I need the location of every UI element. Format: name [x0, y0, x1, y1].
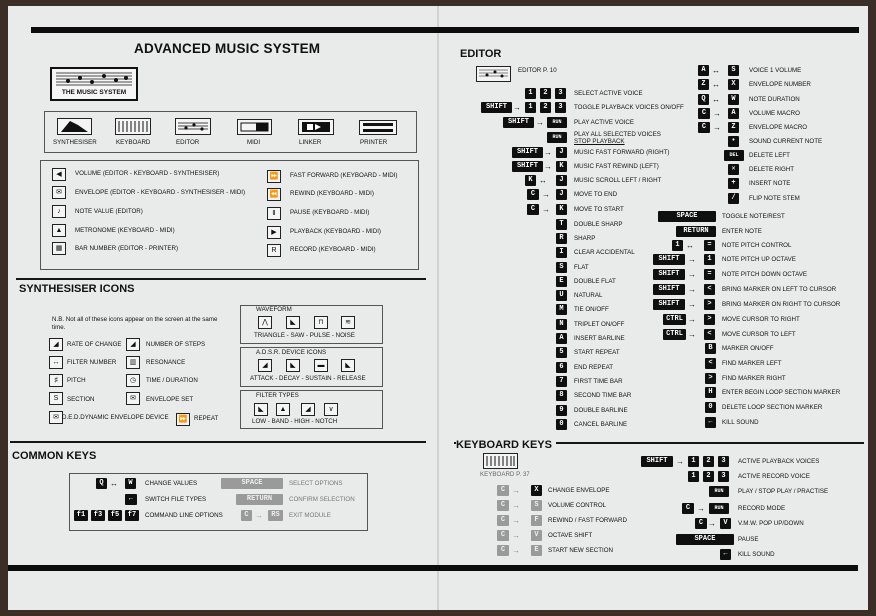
left-arrow-key[interactable]: ← [720, 549, 731, 560]
bottom-rule [8, 565, 858, 571]
arrow-icon: → [544, 162, 552, 171]
editor-right-desc: SOUND CURRENT NOTE [749, 138, 823, 145]
arrow-icon: → [512, 516, 520, 525]
commodore-key[interactable]: C [698, 108, 710, 119]
synthesiser-module-icon[interactable] [57, 118, 92, 135]
key-s[interactable]: S [728, 65, 739, 76]
synth-desc: FILTER NUMBER [67, 359, 117, 366]
ctrl-key[interactable]: CTRL [663, 329, 686, 340]
f5-key[interactable]: f5 [108, 510, 122, 521]
left-arrow-key[interactable]: ← [705, 417, 716, 428]
key-j[interactable]: J [556, 189, 567, 200]
filter-title: FILTER TYPES [256, 392, 299, 399]
kb-desc: CHANGE ENVELOPE [548, 487, 610, 494]
key-q[interactable]: Q [698, 94, 709, 105]
commodore-key[interactable]: C [527, 189, 539, 200]
common-desc: CONFIRM SELECTION [289, 496, 355, 503]
editor-ref: EDITOR P. 10 [518, 67, 557, 74]
linker-module-icon[interactable] [298, 119, 334, 135]
key-x-alt[interactable]: ✕ [728, 164, 739, 175]
key-a[interactable]: A [556, 333, 567, 344]
commodore-key[interactable]: C [497, 530, 509, 541]
kb-right-desc: ACTIVE RECORD VOICE [738, 473, 810, 480]
editor-desc: SECOND TIME BAR [574, 392, 632, 399]
editor-right-desc: ENTER NOTE [722, 228, 762, 235]
return-key[interactable]: RETURN [236, 494, 283, 505]
high-filter-icon: ◢ [301, 403, 315, 416]
key-k[interactable]: K [556, 204, 567, 215]
editor-right-desc: ENVELOPE MACRO [749, 124, 808, 131]
editor-right-desc: MOVE CURSOR TO LEFT [722, 331, 796, 338]
arrow-icon: ↔ [712, 80, 720, 89]
editor-right-desc: INSERT NOTE [749, 180, 791, 187]
common-desc: COMMAND LINE OPTIONS [145, 512, 223, 519]
editor-desc: STOP PLAYBACK [574, 138, 625, 145]
arrow-icon: → [542, 190, 550, 199]
resonance-icon: ▥ [126, 356, 140, 369]
top-rule [31, 27, 859, 33]
commodore-key[interactable]: C [497, 500, 509, 511]
module-label: MIDI [247, 139, 261, 146]
key-k[interactable]: K [556, 161, 567, 172]
key-n[interactable]: N [556, 319, 567, 330]
bar-number-icon: ▦ [52, 242, 66, 255]
band-filter-icon: ▲ [276, 403, 290, 416]
f7-key[interactable]: f7 [125, 510, 139, 521]
editor-right-desc: NOTE PITCH CONTROL [722, 242, 792, 249]
adsr-title: A.D.S.R. DEVICE ICONS [256, 349, 327, 356]
editor-title: EDITOR [460, 48, 502, 60]
module-label: LINKER [299, 139, 322, 146]
run-stop-key[interactable]: RS [268, 510, 283, 521]
arrow-icon: ↔ [712, 95, 720, 104]
editor-desc: TIE ON/OFF [574, 306, 609, 313]
key-e[interactable]: E [531, 545, 542, 556]
section-rule [10, 441, 426, 443]
arrow-icon: → [688, 255, 696, 264]
arrow-icon: → [688, 270, 696, 279]
key-3[interactable]: 3 [718, 471, 729, 482]
editor-right-desc: MOVE CURSOR TO RIGHT [722, 316, 800, 323]
key-a[interactable]: A [698, 65, 709, 76]
key-lt[interactable]: < [705, 358, 716, 369]
key-v[interactable]: V [720, 518, 731, 529]
arrow-icon: ↔ [686, 241, 694, 250]
editor-desc: START REPEAT [574, 349, 620, 356]
key-slash[interactable]: / [728, 193, 739, 204]
arrow-icon: → [708, 519, 716, 528]
key-j[interactable]: J [556, 147, 567, 158]
kb-desc: VOLUME CONTROL [548, 502, 607, 509]
icon-desc: ENVELOPE (EDITOR - KEYBOARD - SYNTHESISER - MIDI) [75, 189, 246, 196]
section-rule [16, 278, 426, 280]
icon-desc: REWIND (KEYBOARD - MIDI) [290, 190, 374, 197]
editor-right-desc: BRING MARKER ON LEFT TO CURSOR [722, 286, 837, 293]
commodore-key[interactable]: C [695, 518, 707, 529]
notch-filter-icon: ∨ [324, 403, 338, 416]
editor-right-desc: VOICE 1 VOLUME [749, 67, 802, 74]
arrow-icon: → [542, 205, 550, 214]
editor-right-desc: TOGGLE NOTE/REST [722, 213, 785, 220]
commodore-key[interactable]: C [698, 122, 710, 133]
key-equals[interactable]: = [704, 240, 715, 251]
shift-key[interactable]: SHIFT [653, 269, 685, 280]
synth-desc: ENVELOPE SET [146, 396, 194, 403]
pitch-icon: ♯ [49, 374, 63, 387]
arrow-icon: → [697, 504, 705, 513]
run-stop-key[interactable]: RUN [709, 503, 729, 514]
key-2[interactable]: 2 [703, 471, 714, 482]
key-u[interactable]: U [556, 290, 567, 301]
common-desc: SWITCH FILE TYPES [145, 496, 207, 503]
synth-section-title: SYNTHESISER ICONS [19, 283, 135, 295]
run-stop-key[interactable]: RUN [547, 117, 567, 128]
filter-sub: LOW - BAND - HIGH - NOTCH [252, 418, 338, 425]
icon-desc: PLAYBACK (KEYBOARD - MIDI) [290, 228, 381, 235]
key-x[interactable]: X [531, 485, 542, 496]
keyboard-module-icon[interactable] [115, 118, 151, 135]
editor-desc: TRIPLET ON/OFF [574, 321, 625, 328]
decay-icon: ◣ [286, 359, 300, 372]
ded-icon: ✉ [49, 411, 63, 424]
synth-desc: RESONANCE [146, 359, 186, 366]
key-f[interactable]: F [531, 515, 542, 526]
shift-key[interactable]: SHIFT [653, 254, 685, 265]
commodore-key[interactable]: C [497, 545, 509, 556]
space-key[interactable]: SPACE [676, 534, 734, 545]
editor-desc: MUSIC SCROLL LEFT / RIGHT [574, 177, 662, 184]
editor-right-desc: BRING MARKER ON RIGHT TO CURSOR [722, 301, 841, 308]
editor-desc: PLAY ALL SELECTED VOICES [574, 131, 661, 138]
editor-right-desc: KILL SOUND [722, 419, 759, 426]
key-b[interactable]: B [705, 343, 716, 354]
editor-desc: FLAT [574, 264, 589, 271]
editor-desc: DOUBLE BARLINE [574, 407, 628, 414]
shift-key[interactable]: SHIFT [481, 102, 512, 113]
editor-desc: MOVE TO START [574, 206, 624, 213]
icon-desc: NOTE VALUE (EDITOR) [75, 208, 143, 215]
key-gt[interactable]: > [704, 299, 715, 310]
synth-desc: D.E.D.DYNAMIC ENVELOPE DEVICE [62, 414, 169, 421]
ctrl-key[interactable]: CTRL [663, 314, 686, 325]
pulse-wave-icon: ⊓ [314, 316, 328, 329]
key-a[interactable]: A [728, 108, 739, 119]
key-6[interactable]: 6 [556, 362, 567, 373]
commodore-key[interactable]: C [497, 515, 509, 526]
run-stop-key[interactable]: RUN [547, 132, 567, 143]
key-s[interactable]: S [556, 262, 567, 273]
editor-desc: END REPEAT [574, 364, 614, 371]
keyboard-keys-title: KEYBOARD KEYS [456, 439, 556, 451]
editor-desc: CANCEL BARLINE [574, 421, 628, 428]
release-icon: ◣ [341, 359, 355, 372]
sustain-icon: ▬ [314, 359, 328, 372]
adsr-sub: ATTACK - DECAY - SUSTAIN - RELEASE [250, 375, 366, 382]
editor-desc: TOGGLE PLAYBACK VOICES ON/OFF [574, 104, 684, 111]
key-0[interactable]: 0 [556, 419, 567, 430]
arrow-icon: → [512, 501, 520, 510]
kb-right-desc: RECORD MODE [738, 505, 786, 512]
key-z[interactable]: Z [728, 122, 739, 133]
space-key[interactable]: SPACE [221, 478, 283, 489]
keyboard-small-icon [483, 453, 518, 469]
printer-module-icon[interactable] [359, 120, 397, 135]
editor-right-desc: FIND MARKER RIGHT [722, 375, 786, 382]
key-2[interactable]: 2 [540, 102, 551, 113]
key-2[interactable]: 2 [703, 456, 714, 467]
icon-desc: VOLUME (EDITOR - KEYBOARD - SYNTHESISER) [75, 170, 220, 177]
common-keys-title: COMMON KEYS [12, 450, 97, 462]
w-key[interactable]: W [125, 478, 136, 489]
kb-right-desc: PAUSE [738, 536, 759, 543]
note-value-icon: ♪ [52, 205, 66, 218]
nb-note: N.B. Not all of these icons appear on the screen at the same time. [52, 316, 218, 331]
key-5[interactable]: 5 [556, 347, 567, 358]
rewind-icon: ⏪ [267, 188, 281, 201]
editor-desc: INSERT BARLINE [574, 335, 625, 342]
shift-key[interactable]: SHIFT [653, 299, 685, 310]
key-1[interactable]: 1 [688, 471, 699, 482]
editor-right-desc: VOLUME MACRO [749, 110, 800, 117]
inst-del-key[interactable]: DEL [724, 150, 744, 161]
volume-icon: ◀ [52, 168, 66, 181]
waveform-sub: TRIANGLE - SAW - PULSE - NOISE [254, 332, 355, 339]
filter-number-icon: ↔ [49, 356, 63, 369]
editor-desc: CLEAR ACCIDENTAL [574, 249, 635, 256]
arrow-icon: → [688, 315, 696, 324]
editor-module-icon[interactable] [175, 118, 211, 135]
common-desc: SELECT OPTIONS [289, 480, 343, 487]
key-2[interactable]: 2 [540, 88, 551, 99]
time-duration-icon: ◷ [126, 374, 140, 387]
arrow-icon: ↔ [110, 479, 118, 488]
kb-right-desc: PLAY / STOP PLAY / PRACTISE [738, 488, 829, 495]
key-1[interactable]: 1 [525, 102, 536, 113]
arrow-icon: → [676, 457, 684, 466]
key-1[interactable]: 1 [525, 88, 536, 99]
metronome-icon: ▲ [52, 224, 66, 237]
editor-right-desc: ENTER BEGIN LOOP SECTION MARKER [722, 389, 841, 396]
envelope-icon: ✉ [52, 186, 66, 199]
shift-key[interactable]: SHIFT [512, 147, 543, 158]
q-key[interactable]: Q [96, 478, 107, 489]
key-3[interactable]: 3 [555, 88, 566, 99]
common-desc: CHANGE VALUES [145, 480, 198, 487]
editor-desc: MOVE TO END [574, 191, 618, 198]
key-z[interactable]: Z [698, 79, 709, 90]
f1-key[interactable]: f1 [74, 510, 88, 521]
editor-desc: SELECT ACTIVE VOICE [574, 90, 643, 97]
record-icon: R [267, 244, 281, 257]
editor-desc: NATURAL [574, 292, 603, 299]
logo-caption: THE MUSIC SYSTEM [61, 89, 127, 96]
key-lt[interactable]: < [704, 329, 715, 340]
editor-right-desc: FLIP NOTE STEM [749, 195, 800, 202]
editor-desc: MUSIC FAST FORWARD (RIGHT) [574, 149, 670, 156]
icon-desc: RECORD (KEYBOARD - MIDI) [290, 246, 376, 253]
key-s[interactable]: S [531, 500, 542, 511]
arrow-icon: → [688, 300, 696, 309]
kb-right-desc: V.M.W. POP UP/DOWN [738, 520, 804, 527]
low-filter-icon: ◣ [254, 403, 268, 416]
key-r[interactable]: R [556, 233, 567, 244]
run-stop-key[interactable]: RUN [709, 486, 729, 497]
rate-of-change-icon: ◢ [49, 338, 63, 351]
repeat-icon: ⏩ [176, 413, 190, 426]
editor-right-desc: MARKER ON/OFF [722, 345, 774, 352]
icon-desc: PAUSE (KEYBOARD - MIDI) [290, 209, 370, 216]
icon-desc: BAR NUMBER (EDITOR - PRINTER) [75, 245, 179, 252]
key-1[interactable]: 1 [672, 240, 683, 251]
f3-key[interactable]: f3 [91, 510, 105, 521]
editor-right-desc: DELETE LOOP SECTION MARKER [722, 404, 823, 411]
arrow-icon: → [513, 103, 521, 112]
icon-desc: FAST FORWARD (KEYBOARD - MIDI) [290, 172, 398, 179]
synth-desc: RATE OF CHANGE [67, 341, 122, 348]
arrow-icon: → [512, 531, 520, 540]
return-key[interactable]: RETURN [676, 226, 716, 237]
icon-desc: METRONOME (KEYBOARD - MIDI) [75, 227, 175, 234]
editor-desc: PLAY ACTIVE VOICE [574, 119, 634, 126]
number-of-steps-icon: ◢ [126, 338, 140, 351]
waveform-title: WAVEFORM [256, 306, 292, 313]
kb-right-desc: ACTIVE PLAYBACK VOICES [738, 458, 820, 465]
editor-right-desc: FIND MARKER LEFT [722, 360, 782, 367]
arrow-icon: → [512, 546, 520, 555]
arrow-icon: ↔ [712, 66, 720, 75]
key-e[interactable]: E [556, 276, 567, 287]
triangle-wave-icon: ⋀ [258, 316, 272, 329]
editor-desc: FIRST TIME BAR [574, 378, 623, 385]
arrow-icon: → [512, 486, 520, 495]
saw-wave-icon: ◣ [286, 316, 300, 329]
space-key[interactable]: SPACE [658, 211, 716, 222]
shift-key[interactable]: SHIFT [653, 284, 685, 295]
synth-desc: NUMBER OF STEPS [146, 341, 206, 348]
key-x[interactable]: X [728, 79, 739, 90]
commodore-key[interactable]: C [241, 510, 252, 521]
attack-icon: ◢ [258, 359, 272, 372]
key-i[interactable]: I [556, 247, 567, 258]
midi-module-icon[interactable] [237, 119, 272, 135]
key-9[interactable]: 9 [556, 405, 567, 416]
editor-right-desc: NOTE PITCH UP OCTAVE [722, 256, 796, 263]
keyboard-ref: KEYBOARD P. 37 [480, 471, 530, 478]
arrow-icon: → [544, 148, 552, 157]
commodore-key[interactable]: C [682, 503, 694, 514]
module-label: PRINTER [360, 139, 388, 146]
editor-right-desc: NOTE PITCH DOWN OCTAVE [722, 271, 808, 278]
editor-desc: SHARP [574, 235, 596, 242]
key-1[interactable]: 1 [688, 456, 699, 467]
playback-icon: ▶ [267, 226, 281, 239]
kb-desc: REWIND / FAST FORWARD [548, 517, 627, 524]
key-1[interactable]: 1 [704, 254, 715, 265]
synth-desc: TIME / DURATION [146, 377, 198, 384]
key-dot[interactable]: • [728, 136, 739, 147]
arrow-icon: → [255, 511, 263, 520]
kb-right-desc: KILL SOUND [738, 551, 775, 558]
key-w[interactable]: W [728, 94, 739, 105]
arrow-icon: → [536, 118, 544, 127]
key-j[interactable]: J [556, 175, 567, 186]
module-label: EDITOR [176, 139, 200, 146]
key-v[interactable]: V [531, 530, 542, 541]
key-t[interactable]: T [556, 219, 567, 230]
arrow-icon: → [713, 109, 721, 118]
key-equals[interactable]: = [704, 269, 715, 280]
arrow-icon: → [688, 285, 696, 294]
key-7[interactable]: 7 [556, 376, 567, 387]
envelope-set-icon: ✉ [126, 392, 140, 405]
common-desc: EXIT MODULE [289, 512, 331, 519]
page-fold [437, 6, 439, 610]
shift-key[interactable]: SHIFT [512, 161, 543, 172]
key-lt[interactable]: < [704, 284, 715, 295]
module-label: SYNTHESISER [53, 139, 97, 146]
key-gt[interactable]: > [705, 373, 716, 384]
commodore-key[interactable]: C [497, 485, 509, 496]
kb-desc: OCTAVE SHIFT [548, 532, 593, 539]
editor-desc: MUSIC FAST REWIND (LEFT) [574, 163, 659, 170]
synth-desc: SECTION [67, 396, 95, 403]
synth-desc: REPEAT [194, 415, 219, 422]
left-arrow-key[interactable]: ← [125, 494, 137, 505]
synth-desc: PITCH [67, 377, 86, 384]
key-k[interactable]: K [525, 175, 536, 186]
key-3[interactable]: 3 [718, 456, 729, 467]
shift-key[interactable]: SHIFT [503, 117, 534, 128]
fast-forward-icon: ⏩ [267, 170, 281, 183]
shift-key[interactable]: SHIFT [641, 456, 673, 467]
editor-desc: DOUBLE SHARP [574, 221, 623, 228]
key-3[interactable]: 3 [555, 102, 566, 113]
editor-right-desc: DELETE RIGHT [749, 166, 795, 173]
commodore-key[interactable]: C [527, 204, 539, 215]
key-m[interactable]: M [556, 304, 567, 315]
music-system-logo [50, 67, 138, 101]
editor-desc: DOUBLE FLAT [574, 278, 616, 285]
noise-wave-icon: ≋ [341, 316, 355, 329]
pause-icon: Ⅱ [267, 207, 281, 220]
key-gt[interactable]: > [704, 314, 715, 325]
key-0[interactable]: 0 [705, 402, 716, 413]
editor-right-desc: NOTE DURATION [749, 96, 800, 103]
arrow-icon: ↔ [539, 176, 547, 185]
page-title: ADVANCED MUSIC SYSTEM [134, 41, 321, 56]
key-h[interactable]: H [705, 387, 716, 398]
section-icon: S [49, 392, 63, 405]
arrow-icon: → [688, 330, 696, 339]
module-label: KEYBOARD [116, 139, 151, 146]
editor-right-desc: ENVELOPE NUMBER [749, 81, 811, 88]
key-8[interactable]: 8 [556, 390, 567, 401]
editor-right-desc: DELETE LEFT [749, 152, 790, 159]
kb-desc: START NEW SECTION [548, 547, 613, 554]
arrow-icon: → [713, 123, 721, 132]
editor-small-icon [476, 66, 511, 82]
key-plus[interactable]: + [728, 178, 739, 189]
